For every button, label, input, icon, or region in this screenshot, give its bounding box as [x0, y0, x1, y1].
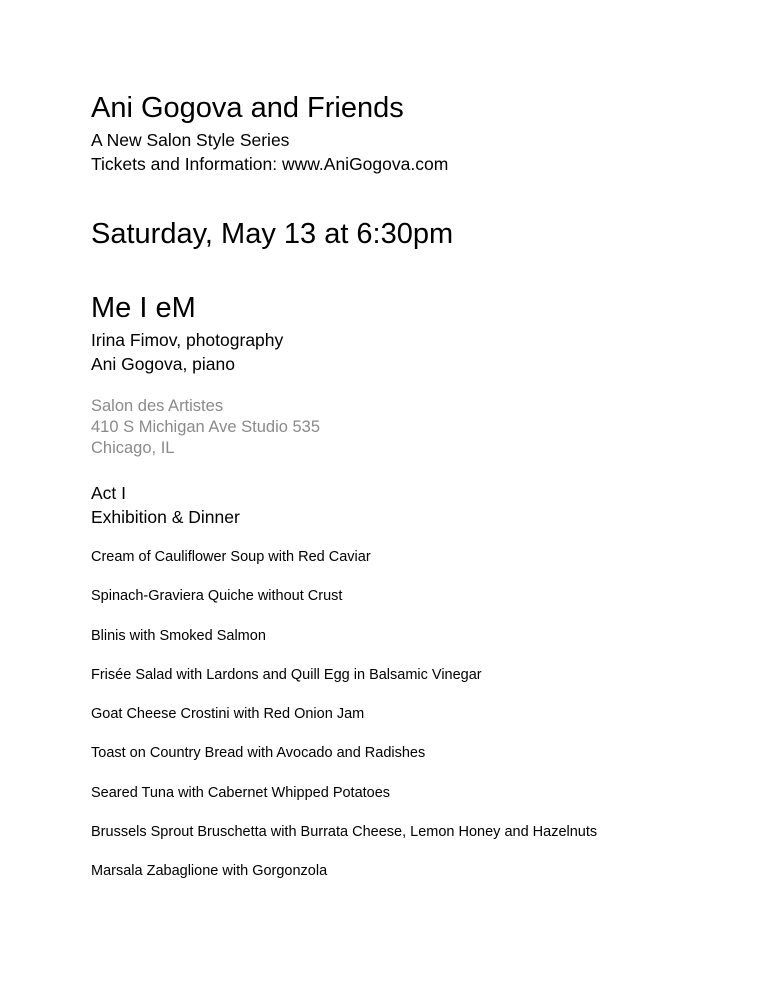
act-label: Act I [91, 483, 127, 503]
program-title: Me I eM [91, 292, 196, 324]
venue-city: Chicago, IL [91, 439, 175, 457]
venue-name: Salon des Artistes [91, 397, 224, 415]
menu-item: Blinis with Smoked Salmon [91, 627, 266, 644]
menu-item: Toast on Country Bread with Avocado and Radishes [91, 745, 426, 762]
credit-piano: Ani Gogova, piano [91, 354, 235, 374]
event-date-time: Saturday, May 13 at 6:30pm [91, 218, 454, 250]
document-page [91, 0, 751, 994]
menu-item: Cream of Cauliflower Soup with Red Caviar [91, 549, 371, 565]
series-subtitle: A New Salon Style Series [91, 130, 290, 150]
act-title: Exhibition & Dinner [91, 507, 240, 527]
tickets-info: Tickets and Information: www.AniGogova.com [91, 154, 449, 174]
menu-item: Marsala Zabaglione with Gorgonzola [91, 863, 328, 880]
menu-list [91, 545, 597, 899]
menu-item: Goat Cheese Crostini with Red Onion Jam [91, 706, 365, 723]
menu-item: Seared Tuna with Cabernet Whipped Potatoes [91, 784, 391, 801]
menu-item: Frisée Salad with Lardons and Quill Egg in Balsamic Vinegar [91, 666, 482, 683]
menu-item: Spinach-Graviera Quiche without Crust [91, 588, 343, 605]
credit-photography: Irina Fimov, photography [91, 330, 284, 350]
venue-address: 410 S Michigan Ave Studio 535 [91, 418, 321, 436]
series-title: Ani Gogova and Friends [91, 92, 404, 124]
menu-item: Brussels Sprout Bruschetta with Burrata Cheese, Lemon Honey and Hazelnuts [91, 824, 598, 841]
